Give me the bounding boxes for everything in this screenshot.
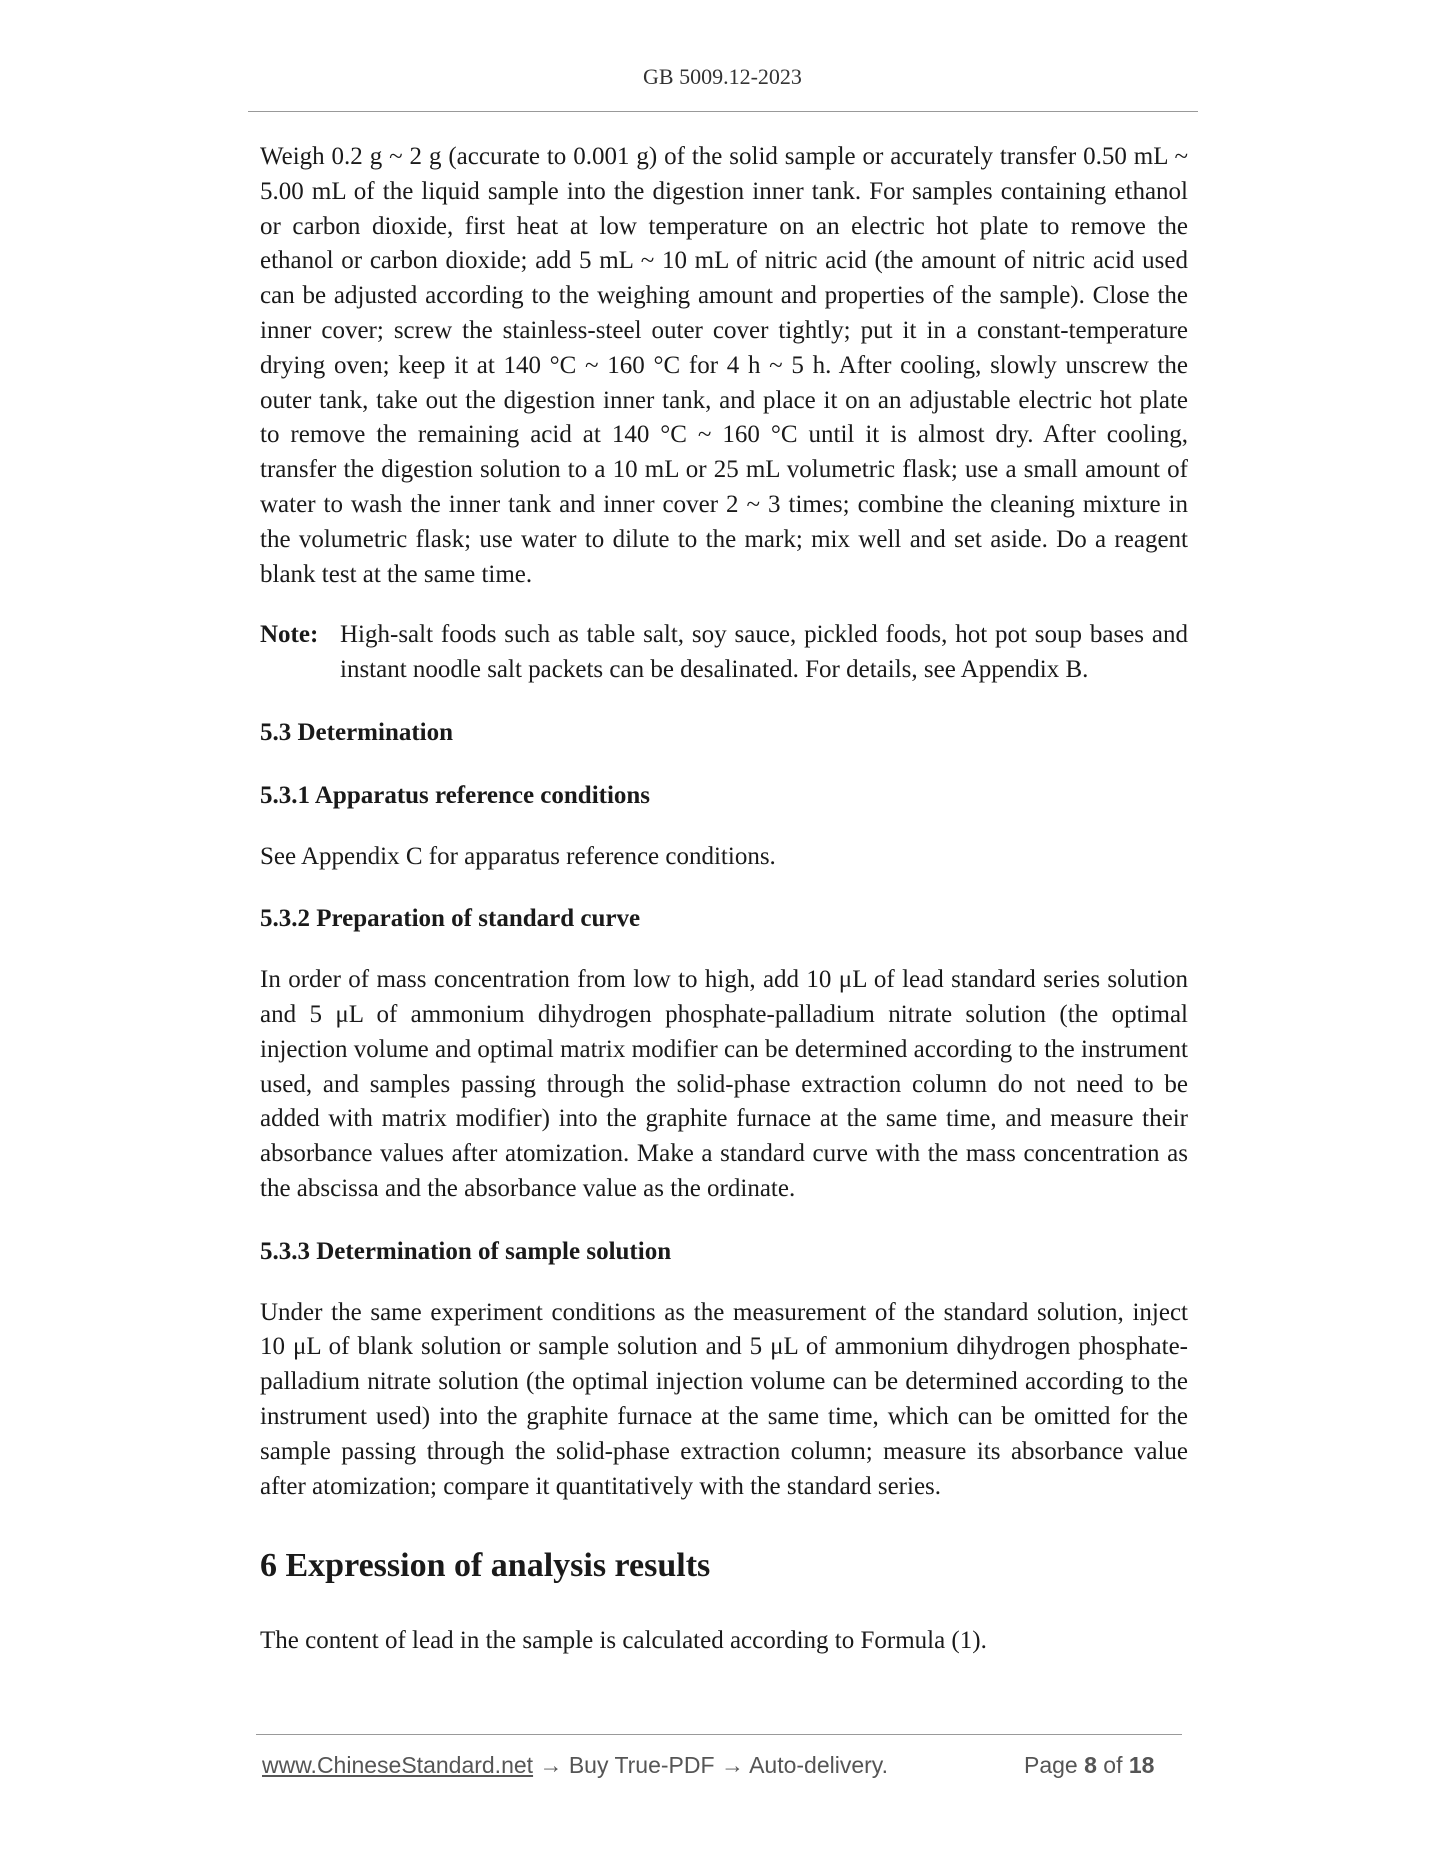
section-6-text: The content of lead in the sample is calculated according to Formula (1). [260,1627,987,1655]
note-label: Note: [260,621,319,649]
page-indicator [1024,1752,1154,1779]
document-body [260,140,1188,1659]
section-5-3-3-heading: 5.3.3 Determination of sample solution [260,1237,672,1265]
section-5-3-2-heading: 5.3.2 Preparation of standard curve [260,905,641,933]
section-5-3-1-text: See Appendix C for apparatus reference conditions. [260,842,776,870]
page-word: Page [1024,1752,1078,1778]
of-word: of [1103,1752,1123,1778]
digestion-paragraph: Weigh 0.2 g ~ 2 g (accurate to 0.001 g) of the solid sample or accurately transfer 0.50 mL ~ 5.00 mL of the liquid sample into the digestion inner tank. For samples containing ethanol or carbon dioxide, first heat at low temperature on an electric hot plate to remove the ethanol or carbon dioxide; add 5 mL ~ 10 mL of nitric acid (the amount of nitric acid used can be adjusted according to the weighing amount and properties of the sample). Close the inner cover; screw the stainless-steel outer cover tightly; put it in a constant-temperature drying oven; keep it at 140 °C ~ 160 °C for 4 h ~ 5 h. After cooling, slowly unscrew the outer tank, take out the digestion inner tank, and place it on an adjustable electric hot plate to remove the remaining acid at 140 °C ~ 160 °C until it is almost dry. After cooling, transfer the digestion solution to a 10 mL or 25 mL volumetric flask; use a small amount of water to wash the inner tank and inner cover 2 ~ 3 times; combine the cleaning mixture in the volumetric flask; use water to dilute to the mark; mix well and set aside. Do a reagent blank test at the same time. [260,143,1188,588]
header-divider [248,111,1198,112]
section-6-heading: 6 Expression of analysis results [260,1547,711,1585]
page-number: 8 [1084,1752,1097,1778]
note-text: High-salt foods such as table salt, soy sauce, pickled foods, hot pot soup bases and instant noodle salt packets can be desalinated. For details, see Appendix B. [340,621,1188,684]
section-5-3-3-text: Under the same experiment conditions as the measurement of the standard solution, inject 10 μL of blank solution or sample solution and 5 μL of ammonium dihydrogen phosphate-palladium nitrate solution (the optimal injection volume can be determined according to the instrument used) into the graphite furnace at the same time, which can be omitted for the sample passing through the solid-phase extraction column; measure its absorbance value after atomization; compare it quantitatively with the standard series. [260,1298,1188,1500]
buy-text: Buy True-PDF [568,1752,715,1778]
section-5-3-1-heading: 5.3.1 Apparatus reference conditions [260,781,651,809]
footer-promo [262,1752,888,1779]
arrow-right-icon: → [720,1752,744,1778]
arrow-right-icon: → [539,1752,563,1778]
standard-id: GB 5009.12-2023 [643,64,802,89]
delivery-text: Auto-delivery. [749,1752,888,1778]
section-5-3-2-text: In order of mass concentration from low to high, add 10 μL of lead standard series solution and 5 μL of ammonium dihydrogen phosphate-palladium nitrate solution (the optimal injection volume and optimal matrix modifier can be determined according to the instrument used, and samples passing through the solid-phase extraction column do not need to be added with matrix modifier) into the graphite furnace at the same time, and measure their absorbance values after atomization. Make a standard curve with the mass concentration as the abscissa and the absorbance value as the ordinate. [260,966,1188,1202]
footer-divider [256,1734,1182,1735]
section-5-3-heading: 5.3 Determination [260,718,454,746]
site-link[interactable]: www.ChineseStandard.net [262,1752,534,1778]
total-pages: 18 [1128,1752,1155,1778]
page-header [0,64,1445,90]
note-block [260,618,1188,688]
